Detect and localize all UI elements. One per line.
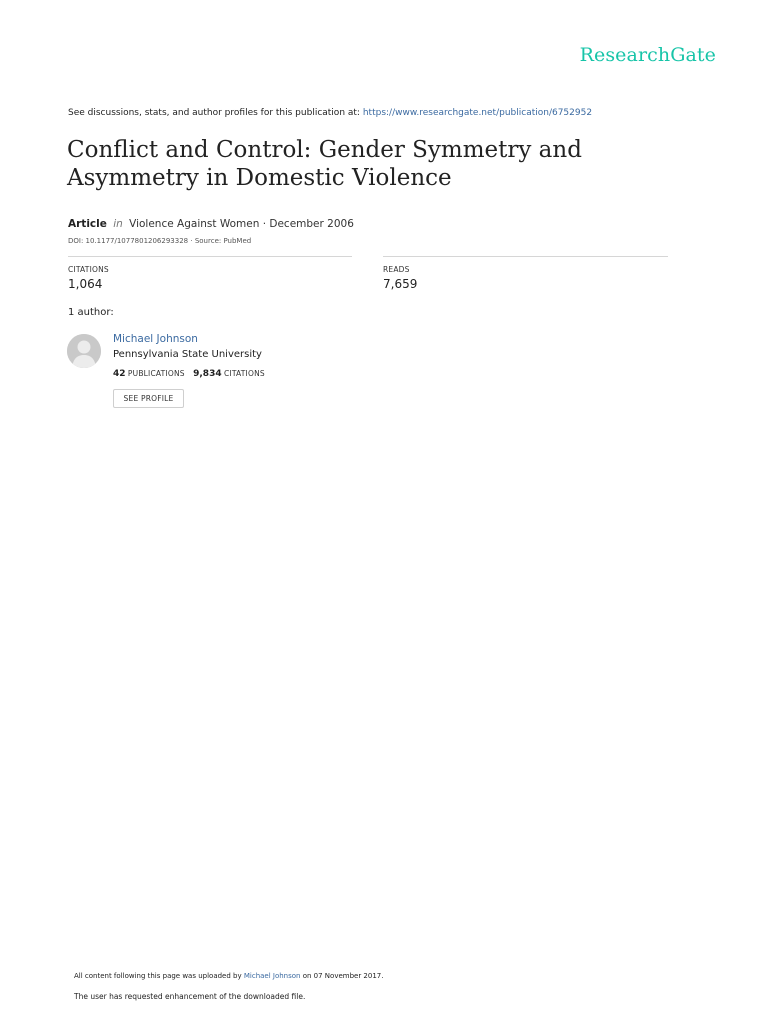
citations-label: CITATIONS	[68, 265, 109, 274]
enhancement-note: The user has requested enhancement of the downloaded file.	[74, 992, 306, 1001]
citations-divider	[68, 256, 352, 257]
reads-label: READS	[383, 265, 410, 274]
author-institution: Pennsylvania State University	[113, 349, 262, 360]
doi: DOI: 10.1177/1077801206293328	[68, 237, 189, 245]
see-profile-button[interactable]: SEE PROFILE	[113, 389, 184, 408]
discussion-text: See discussions, stats, and author profiles for this publication at:	[68, 108, 360, 118]
reads-divider	[383, 256, 668, 257]
citations-value: 1,064	[68, 277, 103, 291]
publication-title: Conflict and Control: Gender Symmetry and Asymmetry in Domestic Violence	[67, 137, 582, 191]
publication-url-link[interactable]: https://www.researchgate.net/publication/6752952	[362, 108, 593, 118]
doi-line	[68, 237, 251, 245]
author-publications-count: 42	[113, 369, 126, 379]
publication-meta	[68, 218, 354, 230]
date-separator: ·	[262, 218, 267, 230]
author-citations-label: CITATIONS	[223, 369, 265, 378]
publication-date: December 2006	[269, 218, 354, 230]
upload-prefix: All content following this page was uploaded by	[74, 972, 242, 980]
in-label: in	[113, 218, 123, 230]
author-citations-count: 9,834	[193, 369, 222, 379]
uploader-link[interactable]: Michael Johnson	[243, 972, 301, 980]
author-publications-label: PUBLICATIONS	[127, 369, 185, 378]
author-count: 1 author:	[68, 307, 114, 318]
author-name-link[interactable]: Michael Johnson	[113, 333, 198, 345]
upload-suffix: on 07 November 2017.	[302, 972, 384, 980]
upload-notice	[74, 972, 383, 980]
reads-value: 7,659	[383, 277, 418, 291]
publication-type: Article	[68, 218, 107, 230]
discussion-notice	[68, 108, 592, 118]
doi-separator: ·	[190, 237, 193, 245]
journal-name: Violence Against Women	[129, 218, 260, 230]
author-stats	[113, 369, 271, 379]
avatar-icon[interactable]	[67, 334, 101, 368]
researchgate-logo[interactable]: ResearchGate	[579, 44, 716, 66]
source: Source: PubMed	[194, 237, 252, 245]
